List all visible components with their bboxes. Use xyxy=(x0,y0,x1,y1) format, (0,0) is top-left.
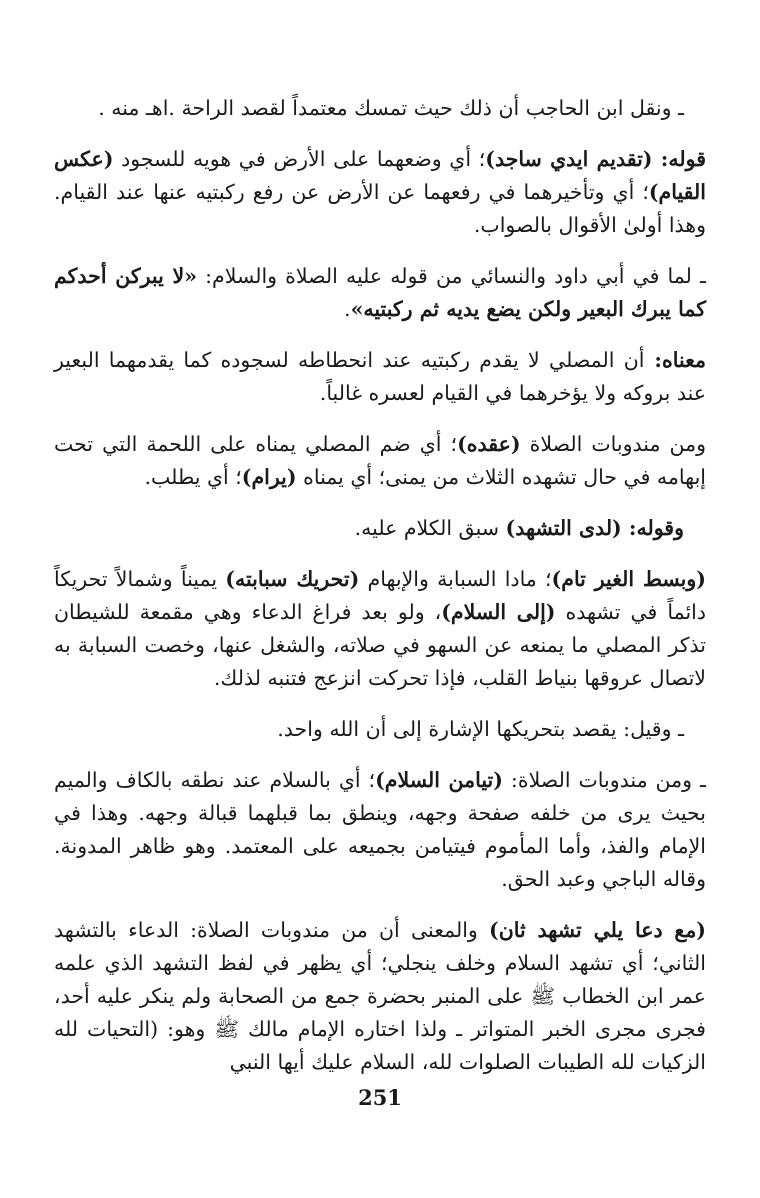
bold-text-run: (وبسط الغير تام) xyxy=(551,567,706,591)
bold-text-run: وقوله: xyxy=(621,516,684,540)
paragraph-8 xyxy=(54,713,706,746)
paragraph-5 xyxy=(54,428,706,494)
paragraph-2 xyxy=(54,143,706,242)
paragraph-7 xyxy=(54,563,706,695)
page-body xyxy=(54,92,706,1097)
bold-text-run: (إلى السلام) xyxy=(441,600,556,624)
paragraph-6 xyxy=(54,512,706,545)
bold-text-run: (تحريك سبابته) xyxy=(225,567,360,591)
text-run: ، ولو بعد فراغ الدعاء وهي مقمعة للشيطان تذكر المصلي ما يمنعه عن السهو في صلاته، والشغل عنها، وخصت السبابة به لاتصال عروقها بنياط القلب، فإذا تحركت انزعج فتنبه لذلك. xyxy=(54,600,706,690)
text-run: سبق الكلام عليه. xyxy=(354,516,506,540)
text-run: ـ ومن مندوبات الصلاة: xyxy=(502,768,706,792)
text-run: ؛ أي وضعهما على الأرض في هويه للسجود xyxy=(113,147,486,171)
page-number: 251 xyxy=(358,1085,402,1110)
paragraph-3 xyxy=(54,260,706,326)
bold-text-run: معناه: xyxy=(644,348,707,372)
bold-text-run: (تيامن السلام) xyxy=(375,768,503,792)
paragraph-9 xyxy=(54,764,706,896)
bold-text-run: قوله: xyxy=(652,147,706,171)
bold-text-run: (مع دعا يلي تشهد ثان) xyxy=(489,918,707,942)
paragraph-1 xyxy=(54,92,706,125)
text-run: ؛ مادا السبابة والإبهام xyxy=(359,567,552,591)
text-run: يميناً وشمالاً تحريكاً دائماً في تشهده xyxy=(54,567,706,624)
bold-text-run: (عكس القيام) xyxy=(54,147,706,204)
bold-text-run: (يرام) xyxy=(241,465,297,489)
paragraph-10 xyxy=(54,914,706,1079)
text-run: أن المصلي لا يقدم ركبتيه عند انحطاطه لسجوده كما يقدمهما البعير عند بروكه ولا يؤخرهما في القيام لعسره غالباً. xyxy=(54,348,706,405)
bold-text-run: (لدى التشهد) xyxy=(505,516,622,540)
text-run: والمعنى أن من مندوبات الصلاة: الدعاء بالتشهد الثاني؛ أي تشهد السلام وخلف ينجلي؛ أي يظهر في لفظ التشهد الذي علمه عمر ابن الخطاب ﷺ على المنبر بحضرة جمع من الصحابة ولم ينكر عليه أحد، فجرى مجرى الخبر المتواتر ـ ولذا اختاره الإمام مالك ﷺ وهو: (التحيات لله الزكيات لله الطيبات الصلوات لله، السلام عليك أيها النبي xyxy=(54,918,706,1074)
text-run: ـ وقيل: يقصد بتحريكها الإشارة إلى أن الله واحد. xyxy=(277,717,684,741)
bold-text-run: «لا يبركن أحدكم كما يبرك البعير ولكن يضع يديه ثم ركبتيه» xyxy=(54,264,706,321)
text-run: ـ لما في أبي داود والنسائي من قوله عليه الصلاة والسلام: xyxy=(197,264,706,288)
text-run: . xyxy=(344,297,351,321)
text-run: ومن مندوبات الصلاة xyxy=(520,432,706,456)
bold-text-run: (عقده) xyxy=(457,432,521,456)
text-run: ؛ أي بالسلام عند نطقه بالكاف والميم بحيث يرى من خلفه صفحة وجهه، وينطق بما قبلهما قبالة وجهه. وهذا في الإمام والفذ، وأما المأموم فيتيامن بجميعه على المعتمد. وهو ظاهر المدونة. وقاله الباجي وعبد الحق. xyxy=(54,768,706,891)
text-run: ؛ أي ضم المصلي يمناه على اللحمة التي تحت إبهامه في حال تشهده الثلاث من يمنى؛ أي يمناه xyxy=(54,432,706,489)
text-run: ؛ أي وتأخيرهما في رفعهما عن الأرض عن رفع ركبتيه عنها عند القيام. وهذا أولىٰ الأقوال بالصواب. xyxy=(54,180,706,237)
bold-text-run: (تقديم ايدي ساجد) xyxy=(485,147,653,171)
text-run: ؛ أي يطلب. xyxy=(144,465,242,489)
paragraph-4 xyxy=(54,344,706,410)
text-run: ـ ونقل ابن الحاجب أن ذلك حيث تمسك معتمداً لقصد الراحة .اهـ منه . xyxy=(98,96,684,120)
